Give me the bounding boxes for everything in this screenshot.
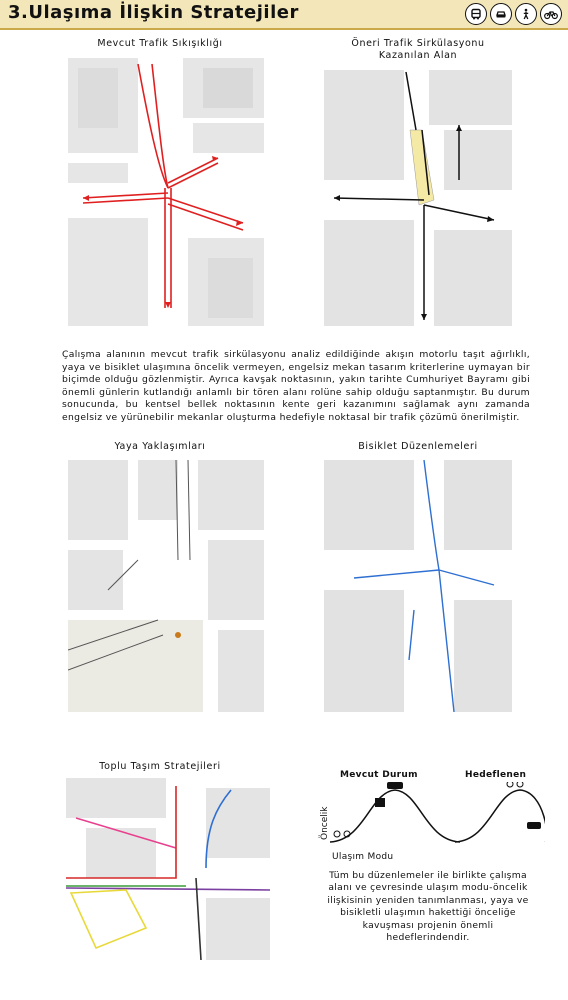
page-title: 3.Ulaşıma İlişkin Stratejiler	[8, 2, 299, 23]
current-state-label: Mevcut Durum	[340, 770, 418, 780]
priority-axis-label: Öncelik	[320, 806, 330, 840]
proposed-traffic-caption	[318, 38, 518, 62]
current-traffic-map	[68, 58, 264, 326]
header-bar	[0, 0, 568, 30]
proposed-caption-line1: Öneri Trafik Sirkülasyonu	[351, 38, 485, 49]
mode-icons	[465, 3, 562, 25]
bus-icon	[465, 3, 487, 25]
diagram-car-top	[387, 782, 403, 789]
diagram-bus	[375, 798, 385, 807]
car-icon	[490, 3, 512, 25]
proposed-traffic-map	[324, 70, 512, 326]
current-traffic-caption: Mevcut Trafik Sıkışıklığı	[97, 38, 223, 49]
pedestrian-caption: Yaya Yaklaşımları	[114, 441, 206, 452]
bicycle-map	[324, 460, 512, 712]
bicycle-caption: Bisiklet Düzenlemeleri	[358, 441, 478, 452]
public-transport-caption: Toplu Taşım Stratejileri	[99, 761, 221, 772]
bicycle-icon	[540, 3, 562, 25]
side-paragraph: Tüm bu düzenlemeler ile birlikte çalışma alanı ve çevresinde ulaşım modu-öncelik ilişkisinin yeniden tanımlanması, yaya ve bisikletli ulaşımın hakettiği önceliğe kavuşması projenin önemli hedeflerindendir.	[327, 870, 529, 944]
pedestrian-icon	[515, 3, 537, 25]
transport-mode-axis-label: Ulaşım Modu	[332, 852, 394, 862]
main-paragraph: Çalışma alanının mevcut trafik sirkülasyonu analiz edildiğinde akışın motorlu taşıt ağırlıklı, yaya ve bisiklet ulaşımına öncelik vermeyen, engelsiz mekan tasarım kriterlerine uymayan bir biçimde olduğu gözlenmiştir. Ayrıca kavşak noktasının, yakın tarihte Cumhuriyet Bayramı gibi önemli günlerin kutlandığı anlamlı bir tören alanı rolüne sahip olduğu saptanmıştır. Bu durum sonucunda, bu kentsel bellek noktasının kente geri kazanımını sağlamak aynı zamanda engelsiz ve yürünebilir mekanlar oluşturma hedefiyle noktasal bir trafik çözümü önerilmiştir.	[62, 349, 530, 423]
target-state-label: Hedeflenen	[465, 770, 527, 780]
priority-diagram	[325, 782, 545, 852]
pedestrian-map	[68, 460, 264, 712]
proposed-caption-line2: Kazanılan Alan	[378, 50, 458, 61]
diagram-car-low	[527, 822, 541, 829]
diagram-bike-top	[507, 782, 523, 787]
public-transport-map	[66, 778, 270, 960]
